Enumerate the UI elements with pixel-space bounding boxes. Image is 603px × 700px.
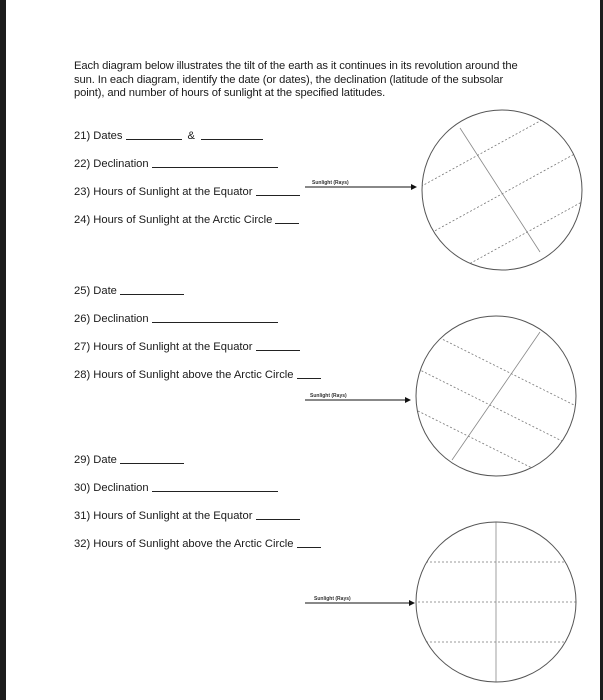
diagram-3-ray-label: Sunlight (Rays)	[314, 596, 351, 602]
earth-diagram-2	[305, 316, 600, 502]
question-32-label: 32) Hours of Sunlight above the Arctic Circle	[74, 538, 294, 550]
diagram-2-equator	[400, 360, 600, 460]
question-25-label: 25) Date	[74, 285, 117, 297]
earth-diagram-3	[305, 522, 590, 682]
diagram-2-ray-label: Sunlight (Rays)	[310, 393, 347, 399]
diagram-1-equator	[400, 140, 600, 250]
diagram-2-axis	[452, 332, 540, 460]
question-24-label: 24) Hours of Sunlight at the Arctic Circle	[74, 214, 273, 226]
diagram-1-latitude-3	[400, 192, 600, 302]
earth-diagram-1	[305, 88, 600, 302]
question-21-label: 21) Dates	[74, 130, 123, 142]
diagram-1-ray-label: Sunlight (Rays)	[312, 180, 349, 186]
question-28-label: 28) Hours of Sunlight above the Arctic Circle	[74, 369, 294, 381]
question-26-label: 26) Declination	[74, 313, 149, 325]
diagram-2-latitude-1	[400, 318, 600, 418]
question-31-label: 31) Hours of Sunlight at the Equator	[74, 510, 253, 522]
question-27-label: 27) Hours of Sunlight at the Equator	[74, 341, 253, 353]
diagram-2-latitude-3	[400, 402, 600, 502]
question-30-label: 30) Declination	[74, 482, 149, 494]
diagram-1-axis	[460, 128, 540, 252]
question-21-ampersand: &	[187, 130, 195, 142]
question-29-label: 29) Date	[74, 454, 117, 466]
question-23-label: 23) Hours of Sunlight at the Equator	[74, 186, 253, 198]
question-22-label: 22) Declination	[74, 158, 149, 170]
instructions-paragraph: Each diagram below illustrates the tilt of the earth as it continues in its revolution around the sun. In each diagram, identify the date (or dates), the declination (latitude of the subsolar point), and number of hours of sunlight at the specified latitudes.	[74, 60, 518, 99]
diagram-1-latitude-1	[400, 88, 600, 198]
